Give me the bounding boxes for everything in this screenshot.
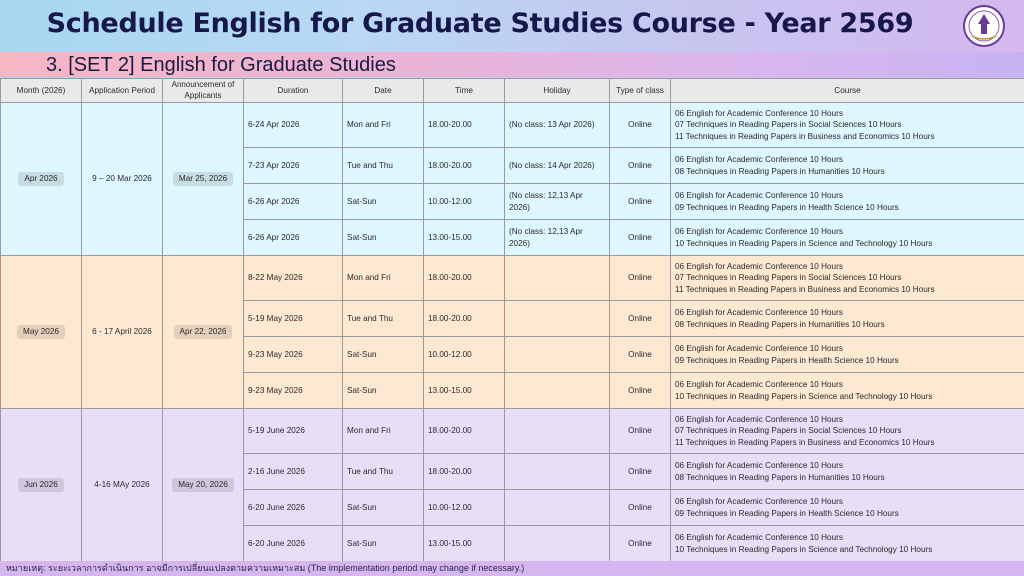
holiday-cell: (No class: 13 Apr 2026): [505, 103, 610, 148]
course-line: 08 Techniques in Reading Papers in Humanities 10 Hours: [675, 319, 885, 329]
schedule-table: [0, 78, 1024, 562]
table-row: [1, 103, 1024, 148]
duration-cell: 8-22 May 2026: [244, 256, 343, 301]
holiday-cell: [505, 256, 610, 301]
course-cell: [671, 373, 1024, 409]
header-time: Time: [424, 79, 505, 103]
time-cell: 18.00-20.00: [424, 301, 505, 337]
duration-cell: 6-26 Apr 2026: [244, 220, 343, 256]
course-line: 07 Techniques in Reading Papers in Social Sciences 10 Hours: [675, 426, 902, 436]
month-cell: [1, 256, 82, 409]
course-cell: [671, 337, 1024, 373]
duration-cell: 6-20 June 2026: [244, 526, 343, 562]
course-line: 06 English for Academic Conference 10 Hours: [675, 380, 843, 390]
course-line: 09 Techniques in Reading Papers in Health Science 10 Hours: [675, 355, 899, 365]
course-line: 10 Techniques in Reading Papers in Science and Technology 10 Hours: [675, 391, 933, 401]
holiday-cell: [505, 409, 610, 454]
holiday-cell: (No class: 12,13 Apr 2026): [505, 184, 610, 220]
course-line: 07 Techniques in Reading Papers in Social Sciences 10 Hours: [675, 120, 902, 130]
announcement-cell: [163, 103, 244, 256]
course-line: 07 Techniques in Reading Papers in Social Sciences 10 Hours: [675, 273, 902, 283]
date-cell: Sat-Sun: [343, 373, 424, 409]
time-cell: 18.00-20.00: [424, 454, 505, 490]
month-badge: Jun 2026: [18, 478, 64, 491]
type-cell: Online: [610, 409, 671, 454]
announcement-badge: Mar 25, 2026: [173, 172, 233, 185]
course-line: 06 English for Academic Conference 10 Hours: [675, 262, 843, 272]
date-cell: Sat-Sun: [343, 490, 424, 526]
course-line: 06 English for Academic Conference 10 Hours: [675, 344, 843, 354]
type-cell: Online: [610, 337, 671, 373]
duration-cell: 9-23 May 2026: [244, 373, 343, 409]
holiday-cell: [505, 337, 610, 373]
month-cell: [1, 409, 82, 562]
date-cell: Mon and Fri: [343, 256, 424, 301]
holiday-cell: (No class: 14 Apr 2026): [505, 148, 610, 184]
time-cell: 13.00-15.00: [424, 526, 505, 562]
course-line: 11 Techniques in Reading Papers in Business and Economics 10 Hours: [675, 437, 935, 447]
type-cell: Online: [610, 301, 671, 337]
course-line: 06 English for Academic Conference 10 Hours: [675, 308, 843, 318]
type-cell: Online: [610, 373, 671, 409]
course-line: 06 English for Academic Conference 10 Hours: [675, 533, 843, 543]
time-cell: 18.00-20.00: [424, 256, 505, 301]
course-cell: [671, 454, 1024, 490]
course-line: 06 English for Academic Conference 10 Hours: [675, 461, 843, 471]
header-holiday: Holiday: [505, 79, 610, 103]
type-cell: Online: [610, 256, 671, 301]
course-cell: [671, 526, 1024, 562]
duration-cell: 5-19 May 2026: [244, 301, 343, 337]
type-cell: Online: [610, 220, 671, 256]
date-cell: Sat-Sun: [343, 220, 424, 256]
course-line: 09 Techniques in Reading Papers in Health Science 10 Hours: [675, 508, 899, 518]
duration-cell: 7-23 Apr 2026: [244, 148, 343, 184]
course-line: 08 Techniques in Reading Papers in Humanities 10 Hours: [675, 166, 885, 176]
time-cell: 18.00-20.00: [424, 103, 505, 148]
time-cell: 18.00-20.00: [424, 409, 505, 454]
duration-cell: 5-19 June 2026: [244, 409, 343, 454]
holiday-cell: (No class: 12,13 Apr 2026): [505, 220, 610, 256]
course-line: 06 English for Academic Conference 10 Hours: [675, 191, 843, 201]
header-duration: Duration: [244, 79, 343, 103]
date-cell: Tue and Thu: [343, 454, 424, 490]
duration-cell: 6-24 Apr 2026: [244, 103, 343, 148]
course-line: 06 English for Academic Conference 10 Hours: [675, 415, 843, 425]
course-line: 08 Techniques in Reading Papers in Humanities 10 Hours: [675, 472, 885, 482]
holiday-cell: [505, 454, 610, 490]
holiday-cell: [505, 373, 610, 409]
course-line: 06 English for Academic Conference 10 Hours: [675, 155, 843, 165]
header-course: Course: [671, 79, 1024, 103]
course-line: 11 Techniques in Reading Papers in Business and Economics 10 Hours: [675, 131, 935, 141]
footer-note: หมายเหตุ: ระยะเวลาการดำเนินการ อาจมีการเปลี่ยนแปลงตามความเหมาะสม (The implementation period may change if necessary.): [0, 561, 1024, 576]
course-cell: [671, 409, 1024, 454]
type-cell: Online: [610, 103, 671, 148]
course-cell: [671, 103, 1024, 148]
course-line: 06 English for Academic Conference 10 Hours: [675, 109, 843, 119]
university-seal-icon: [960, 4, 1008, 48]
date-cell: Sat-Sun: [343, 337, 424, 373]
course-cell: [671, 301, 1024, 337]
time-cell: 10.00-12.00: [424, 337, 505, 373]
date-cell: Mon and Fri: [343, 409, 424, 454]
application-period-cell: 9 – 20 Mar 2026: [82, 103, 163, 256]
course-cell: [671, 490, 1024, 526]
time-cell: 13.00-15.00: [424, 373, 505, 409]
header-application-period: Application Period: [82, 79, 163, 103]
header-date: Date: [343, 79, 424, 103]
application-period-cell: 6 - 17 April 2026: [82, 256, 163, 409]
course-cell: [671, 184, 1024, 220]
type-cell: Online: [610, 526, 671, 562]
duration-cell: 9-23 May 2026: [244, 337, 343, 373]
course-cell: [671, 220, 1024, 256]
course-line: 06 English for Academic Conference 10 Hours: [675, 497, 843, 507]
holiday-cell: [505, 526, 610, 562]
header-month: Month (2026): [1, 79, 82, 103]
course-line: 10 Techniques in Reading Papers in Science and Technology 10 Hours: [675, 544, 933, 554]
course-line: 06 English for Academic Conference 10 Hours: [675, 227, 843, 237]
date-cell: Sat-Sun: [343, 526, 424, 562]
course-line: 10 Techniques in Reading Papers in Science and Technology 10 Hours: [675, 238, 933, 248]
course-cell: [671, 148, 1024, 184]
month-badge: May 2026: [17, 325, 65, 338]
duration-cell: 2-16 June 2026: [244, 454, 343, 490]
announcement-badge: Apr 22, 2026: [174, 325, 233, 338]
page-title: Schedule English for Graduate Studies Course - Year 2569: [46, 8, 914, 39]
course-line: 09 Techniques in Reading Papers in Health Science 10 Hours: [675, 202, 899, 212]
announcement-badge: May 20, 2026: [172, 478, 234, 491]
table-header-row: [1, 79, 1024, 103]
time-cell: 13.00-15.00: [424, 220, 505, 256]
time-cell: 10.00-12.00: [424, 490, 505, 526]
date-cell: Tue and Thu: [343, 148, 424, 184]
table-row: [1, 409, 1024, 454]
type-cell: Online: [610, 490, 671, 526]
time-cell: 10.00-12.00: [424, 184, 505, 220]
application-period-cell: 4-16 MAy 2026: [82, 409, 163, 562]
date-cell: Tue and Thu: [343, 301, 424, 337]
section-subtitle: 3. [SET 2] English for Graduate Studies: [46, 54, 396, 76]
month-cell: [1, 103, 82, 256]
type-cell: Online: [610, 148, 671, 184]
course-cell: [671, 256, 1024, 301]
date-cell: Mon and Fri: [343, 103, 424, 148]
header-type-of-class: Type of class: [610, 79, 671, 103]
type-cell: Online: [610, 454, 671, 490]
type-cell: Online: [610, 184, 671, 220]
table-row: [1, 256, 1024, 301]
time-cell: 18.00-20.00: [424, 148, 505, 184]
announcement-cell: [163, 256, 244, 409]
holiday-cell: [505, 490, 610, 526]
holiday-cell: [505, 301, 610, 337]
duration-cell: 6-20 June 2026: [244, 490, 343, 526]
date-cell: Sat-Sun: [343, 184, 424, 220]
header-announcement: Announcement of Applicants: [163, 79, 244, 103]
duration-cell: 6-26 Apr 2026: [244, 184, 343, 220]
month-badge: Apr 2026: [18, 172, 63, 185]
course-line: 11 Techniques in Reading Papers in Business and Economics 10 Hours: [675, 284, 935, 294]
announcement-cell: [163, 409, 244, 562]
